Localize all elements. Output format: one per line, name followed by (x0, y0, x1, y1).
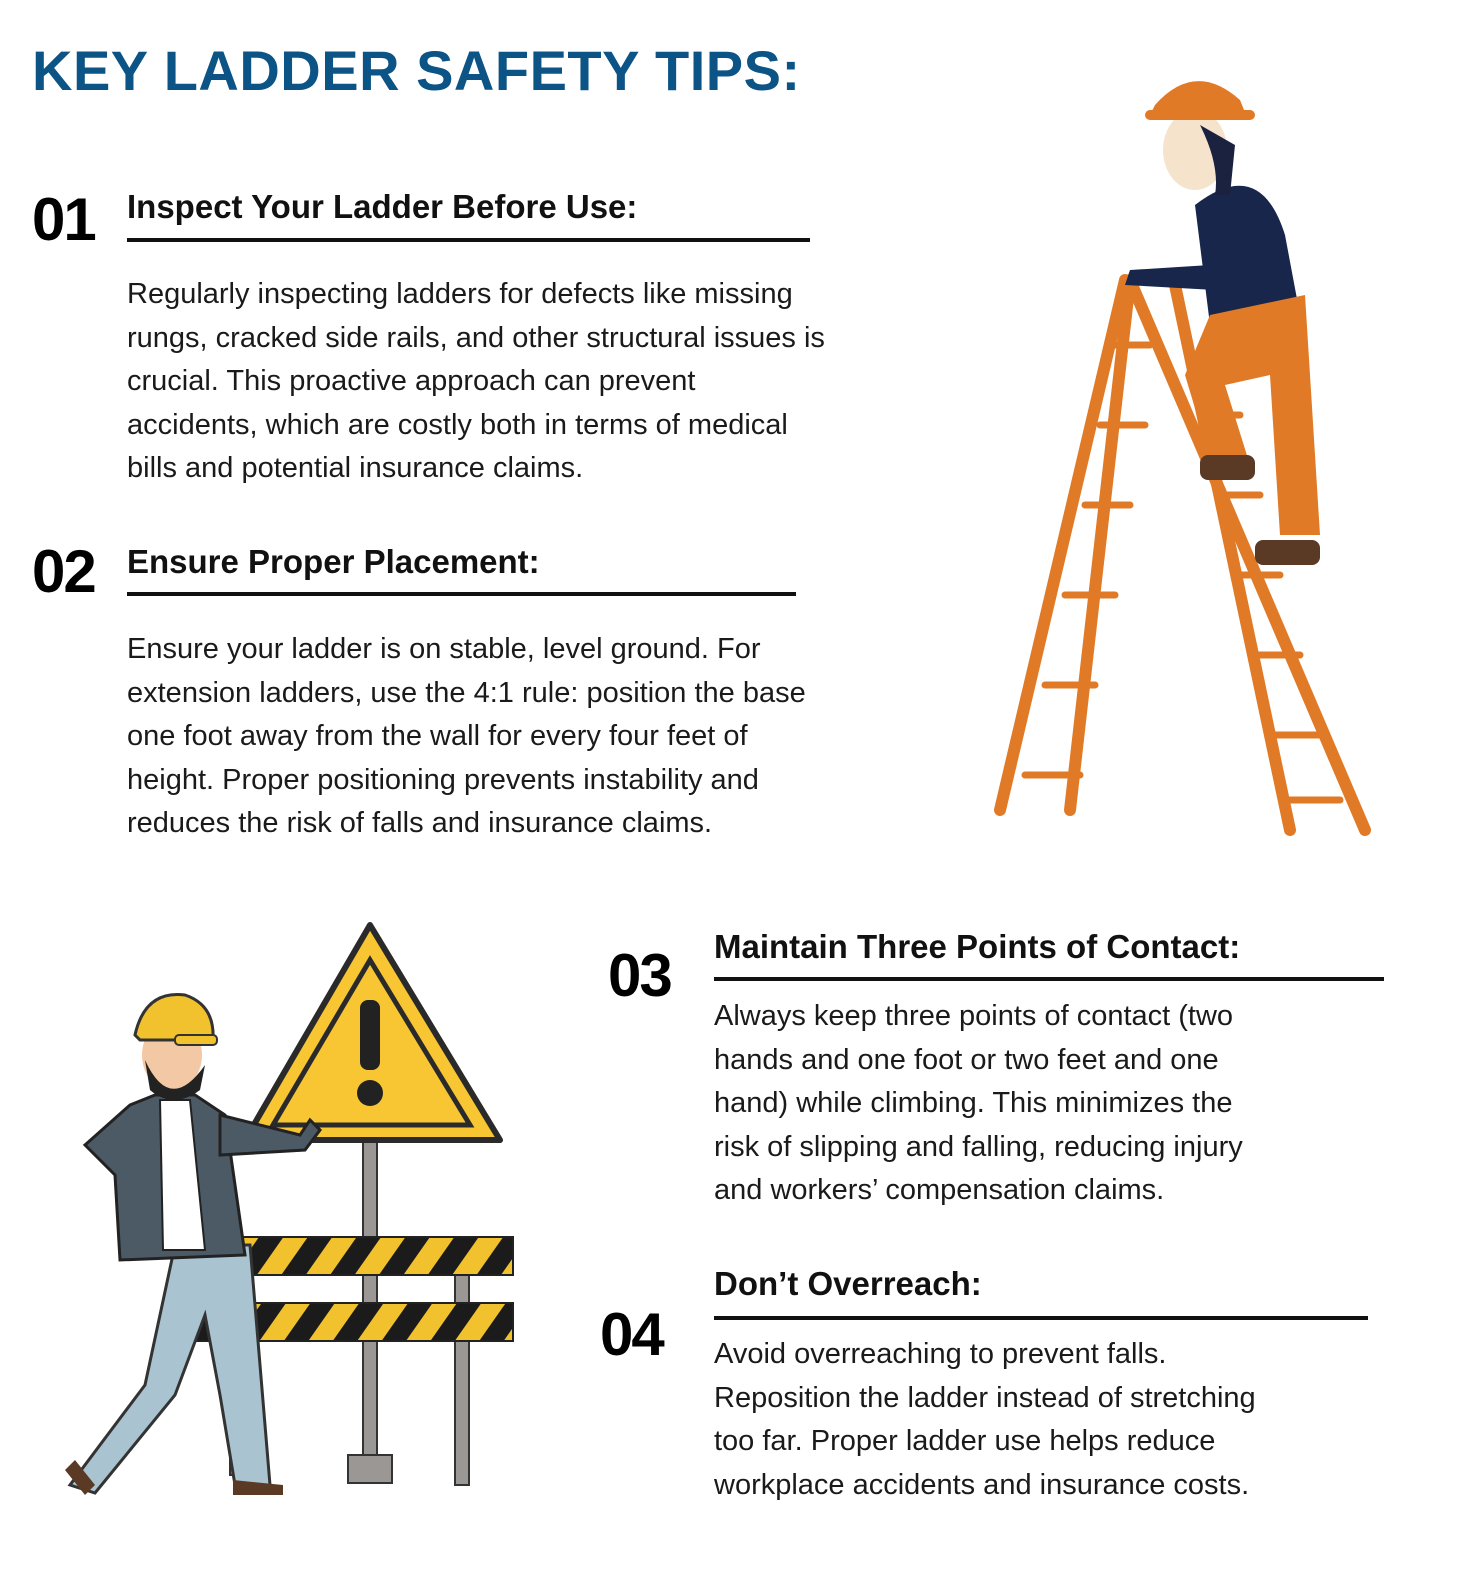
heading-rule (127, 592, 796, 596)
para-line: Regularly inspecting ladders for defects like missing (127, 278, 793, 310)
sign-post (363, 1135, 377, 1465)
para-line: Avoid overreaching to prevent falls. (714, 1338, 1167, 1370)
tip-heading: Inspect Your Ladder Before Use: (127, 188, 638, 225)
para-line: Always keep three points of contact (two (714, 1000, 1234, 1032)
ladder-worker-illustration (980, 55, 1380, 845)
page-title: KEY LADDER SAFETY TIPS: (32, 39, 801, 102)
boot (1200, 455, 1255, 480)
barrier-stripe (210, 1237, 513, 1275)
exclamation-icon (360, 1000, 380, 1070)
tip-number: 04 (600, 1301, 663, 1368)
heading-rule (714, 977, 1384, 981)
para-line: and workers’ compensation claims. (714, 1174, 1165, 1207)
tip-paragraph (127, 628, 806, 846)
tip-heading: Ensure Proper Placement: (127, 543, 540, 580)
boot (1255, 540, 1320, 565)
para-line: hands and one foot or two feet and one (714, 1043, 1219, 1076)
para-line: Ensure your ladder is on stable, level ground. For (127, 633, 761, 665)
para-line: accidents, which are costly both in terms of medical (127, 408, 788, 441)
para-line: too far. Proper ladder use helps reduce (714, 1425, 1216, 1458)
heading-rule (714, 1316, 1368, 1320)
pants (1185, 295, 1320, 535)
para-line: one foot away from the wall for every four feet of (127, 720, 748, 753)
tip-heading: Maintain Three Points of Contact: (714, 928, 1241, 965)
para-line: height. Proper positioning prevents instability and (127, 763, 759, 796)
para-line: workplace accidents and insurance costs. (714, 1468, 1250, 1501)
tip-paragraph (127, 273, 825, 491)
warning-sign-illustration (45, 915, 525, 1505)
tip-number: 02 (32, 538, 95, 605)
para-line: reduces the risk of falls and insurance claims. (127, 807, 713, 840)
hard-hat-icon (135, 995, 213, 1041)
tip-heading: Don’t Overreach: (714, 1265, 982, 1302)
tip-number: 03 (608, 942, 671, 1009)
para-line: crucial. This proactive approach can prevent (127, 365, 696, 398)
worker-pants (70, 1245, 270, 1493)
heading-rule (127, 238, 810, 242)
para-line: Reposition the ladder instead of stretching (714, 1381, 1256, 1414)
para-line: hand) while climbing. This minimizes the (714, 1087, 1233, 1120)
tip-paragraph (714, 995, 1243, 1213)
para-line: risk of slipping and falling, reducing injury (714, 1130, 1243, 1163)
para-line: bills and potential insurance claims. (127, 452, 584, 485)
para-line: rungs, cracked side rails, and other structural issues is (127, 321, 825, 354)
para-line: extension ladders, use the 4:1 rule: position the base (127, 676, 806, 709)
tip-paragraph (714, 1333, 1256, 1507)
tip-number: 01 (32, 186, 95, 253)
